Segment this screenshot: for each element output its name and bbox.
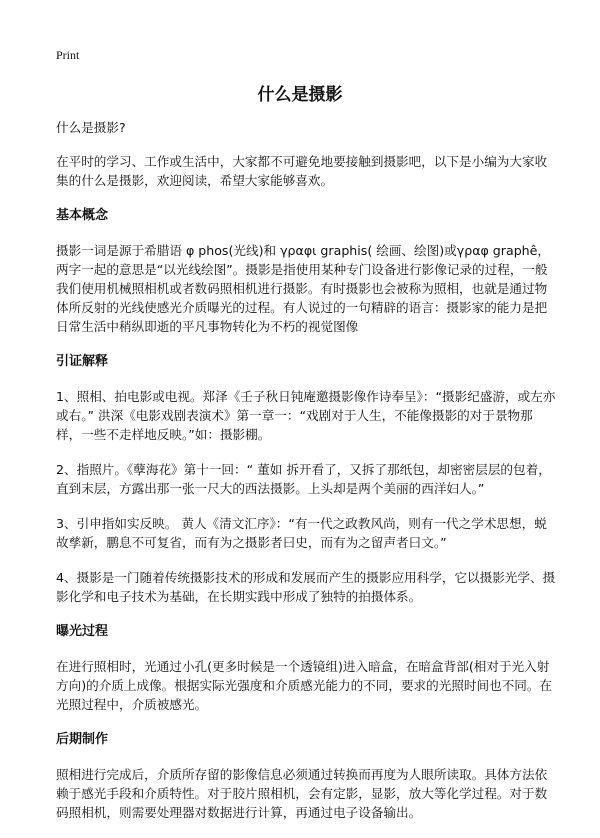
article-subtitle: 什么是摄影? [56,120,126,135]
exposure-paragraph: 在进行照相时，光通过小孔(更多时候是一个透镜组)进入暗盒，在暗盒背部(相对于光入射方向)的介质上成像。根据实际光强度和介质感光能力的不同，要求的光照时间也不同。在光照过程中，介质被感光。 [56,659,553,712]
section-heading-exposure: 曝光过程 [56,624,109,639]
basic-paragraph: 摄影一词是源于希腊语 φ phos(光线)和 γραφι graphis( 绘画、绘图)或γραφ graphê，两字一起的意思是“以光线绘图”。摄影是指使用某种专门设备进行影像记录的过程，一般我们使用机械照相机或者数码照相机进行摄影。有时摄影也会被称为照相，也就是通过物体所反射的光线使感光介质曝光的过程。有人说过的一句精辟的语言：摄影家的能力是把日常生活中稍纵即逝的平凡事物转化为不朽的视觉图像 [56,243,551,334]
intro-paragraph: 在平时的学习、工作或生活中，大家都不可避免地要接触到摄影吧，以下是小编为大家收集的什么是摄影，欢迎阅读，希望大家能够喜欢。 [56,154,548,188]
page-title: 什么是摄影 [257,85,343,105]
section-heading-basic: 基本概念 [56,208,109,223]
article-body [56,118,556,838]
print-link[interactable]: Print [56,48,80,62]
citation-paragraph-2: 2、指照片。《孽海花》第十一回：“ 董如 拆开看了，又拆了那纸包，却密密层层的包着，直到末层，方露出那一张一尺大的西法摄影。上头却是两个美丽的西洋妇人。” [56,462,551,496]
post-paragraph: 照相进行完成后，介质所存留的影像信息必须通过转换而再度为人眼所读取。具体方法依赖于感光手段和介质特性。对于胶片照相机，会有定影，显影，放大等化学过程。对于数码照相机，则需要处理器对数据进行计算，再通过电子设备输出。 [56,767,548,820]
citation-paragraph-4: 4、摄影是一门随着传统摄影技术的形成和发展而产生的摄影应用科学，它以摄影光学、摄影化学和电子技术为基础，在长期实践中形成了独特的拍摄体系。 [56,570,556,604]
section-heading-post: 后期制作 [56,732,109,747]
section-heading-citations: 引证解释 [56,354,109,369]
citation-paragraph-3: 3、引申指如实反映。 黄人《清文汇序》：“有一代之政教风尚，则有一代之学术思想，蜕故孳新，鹏息不可复省，而有为之摄影者曰史，而有为之留声者曰文。” [56,516,547,550]
citation-paragraph-1: 1、照相、拍电影或电视。郑泽《壬子秋日钝庵邀摄影像作诗奉呈》：“摄影纪盛游，或左亦或右。” 洪深《电影戏剧表演术》第一章一：“戏剧对于人生，不能像摄影的对于景物那样，一些不走样地反映。”如：摄影棚。 [56,389,556,442]
